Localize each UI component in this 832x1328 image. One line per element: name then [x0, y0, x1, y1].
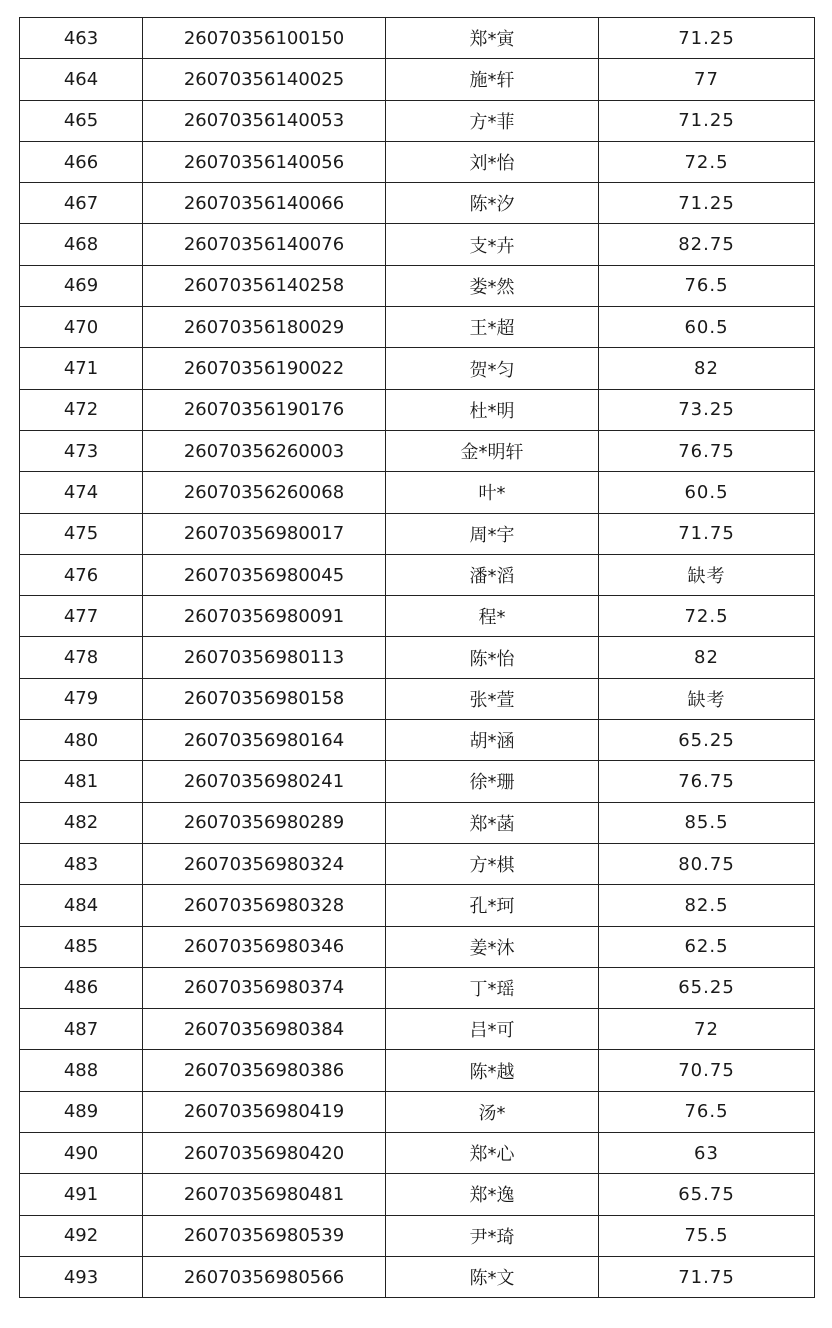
- exam-number-cell: 26070356980289: [143, 802, 386, 843]
- name-cell: 方*菲: [386, 100, 599, 141]
- score-cell: 82.75: [599, 224, 815, 265]
- score-cell: 72.5: [599, 141, 815, 182]
- score-cell: 65.25: [599, 720, 815, 761]
- name-cell: 陈*文: [386, 1256, 599, 1297]
- score-cell: 76.75: [599, 430, 815, 471]
- seq-cell: 465: [20, 100, 143, 141]
- exam-number-cell: 26070356140066: [143, 183, 386, 224]
- name-cell: 方*棋: [386, 843, 599, 884]
- exam-number-cell: 26070356980113: [143, 637, 386, 678]
- seq-cell: 469: [20, 265, 143, 306]
- exam-number-cell: 26070356980386: [143, 1050, 386, 1091]
- table-row: [20, 472, 815, 513]
- seq-cell: 475: [20, 513, 143, 554]
- score-cell: 71.25: [599, 100, 815, 141]
- exam-number-cell: 26070356140258: [143, 265, 386, 306]
- table-row: [20, 967, 815, 1008]
- score-cell: 71.25: [599, 183, 815, 224]
- seq-cell: 477: [20, 596, 143, 637]
- table-body: [20, 18, 815, 1298]
- seq-cell: 473: [20, 430, 143, 471]
- score-cell: 60.5: [599, 307, 815, 348]
- score-cell: 63: [599, 1133, 815, 1174]
- name-cell: 郑*菡: [386, 802, 599, 843]
- table-row: [20, 183, 815, 224]
- score-cell: 72: [599, 1009, 815, 1050]
- table-row: [20, 389, 815, 430]
- exam-number-cell: 26070356980374: [143, 967, 386, 1008]
- score-cell: 60.5: [599, 472, 815, 513]
- name-cell: 周*宇: [386, 513, 599, 554]
- name-cell: 陈*怡: [386, 637, 599, 678]
- score-cell: 71.25: [599, 18, 815, 59]
- score-cell: 缺考: [599, 678, 815, 719]
- name-cell: 施*轩: [386, 59, 599, 100]
- table-row: [20, 678, 815, 719]
- seq-cell: 481: [20, 761, 143, 802]
- score-cell: 71.75: [599, 513, 815, 554]
- name-cell: 徐*珊: [386, 761, 599, 802]
- score-cell: 82.5: [599, 885, 815, 926]
- table-row: [20, 885, 815, 926]
- seq-cell: 492: [20, 1215, 143, 1256]
- score-cell: 75.5: [599, 1215, 815, 1256]
- exam-number-cell: 26070356980566: [143, 1256, 386, 1297]
- name-cell: 尹*琦: [386, 1215, 599, 1256]
- score-cell: 76.75: [599, 761, 815, 802]
- table-row: [20, 554, 815, 595]
- name-cell: 陈*汐: [386, 183, 599, 224]
- seq-cell: 484: [20, 885, 143, 926]
- seq-cell: 464: [20, 59, 143, 100]
- table-row: [20, 843, 815, 884]
- table-row: [20, 596, 815, 637]
- seq-cell: 486: [20, 967, 143, 1008]
- exam-number-cell: 26070356180029: [143, 307, 386, 348]
- table-row: [20, 100, 815, 141]
- name-cell: 汤*: [386, 1091, 599, 1132]
- seq-cell: 474: [20, 472, 143, 513]
- score-cell: 72.5: [599, 596, 815, 637]
- seq-cell: 468: [20, 224, 143, 265]
- table-row: [20, 59, 815, 100]
- seq-cell: 487: [20, 1009, 143, 1050]
- name-cell: 郑*寅: [386, 18, 599, 59]
- seq-cell: 471: [20, 348, 143, 389]
- exam-number-cell: 26070356140076: [143, 224, 386, 265]
- exam-number-cell: 26070356140053: [143, 100, 386, 141]
- seq-cell: 479: [20, 678, 143, 719]
- score-cell: 82: [599, 348, 815, 389]
- score-cell: 缺考: [599, 554, 815, 595]
- score-cell: 70.75: [599, 1050, 815, 1091]
- table-row: [20, 926, 815, 967]
- name-cell: 郑*逸: [386, 1174, 599, 1215]
- name-cell: 吕*可: [386, 1009, 599, 1050]
- exam-number-cell: 26070356980158: [143, 678, 386, 719]
- exam-number-cell: 26070356980091: [143, 596, 386, 637]
- name-cell: 王*超: [386, 307, 599, 348]
- score-cell: 65.25: [599, 967, 815, 1008]
- score-cell: 82: [599, 637, 815, 678]
- exam-number-cell: 26070356140056: [143, 141, 386, 182]
- exam-number-cell: 26070356100150: [143, 18, 386, 59]
- exam-number-cell: 26070356980241: [143, 761, 386, 802]
- table-row: [20, 141, 815, 182]
- exam-number-cell: 26070356980346: [143, 926, 386, 967]
- seq-cell: 491: [20, 1174, 143, 1215]
- name-cell: 娄*然: [386, 265, 599, 306]
- seq-cell: 483: [20, 843, 143, 884]
- seq-cell: 470: [20, 307, 143, 348]
- seq-cell: 490: [20, 1133, 143, 1174]
- table-row: [20, 307, 815, 348]
- name-cell: 陈*越: [386, 1050, 599, 1091]
- exam-number-cell: 26070356140025: [143, 59, 386, 100]
- score-cell: 80.75: [599, 843, 815, 884]
- table-row: [20, 761, 815, 802]
- seq-cell: 482: [20, 802, 143, 843]
- score-cell: 77: [599, 59, 815, 100]
- table-row: [20, 430, 815, 471]
- score-cell: 73.25: [599, 389, 815, 430]
- exam-number-cell: 26070356980017: [143, 513, 386, 554]
- table-row: [20, 1050, 815, 1091]
- exam-number-cell: 26070356980328: [143, 885, 386, 926]
- exam-number-cell: 26070356190022: [143, 348, 386, 389]
- table-row: [20, 1174, 815, 1215]
- table-row: [20, 1091, 815, 1132]
- table-row: [20, 18, 815, 59]
- exam-number-cell: 26070356980419: [143, 1091, 386, 1132]
- name-cell: 胡*涵: [386, 720, 599, 761]
- seq-cell: 472: [20, 389, 143, 430]
- seq-cell: 488: [20, 1050, 143, 1091]
- table-row: [20, 513, 815, 554]
- table-row: [20, 224, 815, 265]
- seq-cell: 485: [20, 926, 143, 967]
- table-row: [20, 348, 815, 389]
- name-cell: 张*萱: [386, 678, 599, 719]
- score-table: [19, 17, 815, 1298]
- table-row: [20, 720, 815, 761]
- exam-number-cell: 26070356980384: [143, 1009, 386, 1050]
- name-cell: 支*卉: [386, 224, 599, 265]
- seq-cell: 463: [20, 18, 143, 59]
- seq-cell: 493: [20, 1256, 143, 1297]
- table-row: [20, 802, 815, 843]
- exam-number-cell: 26070356190176: [143, 389, 386, 430]
- exam-number-cell: 26070356980539: [143, 1215, 386, 1256]
- table-row: [20, 265, 815, 306]
- score-cell: 76.5: [599, 1091, 815, 1132]
- name-cell: 姜*沐: [386, 926, 599, 967]
- seq-cell: 476: [20, 554, 143, 595]
- score-cell: 76.5: [599, 265, 815, 306]
- seq-cell: 467: [20, 183, 143, 224]
- exam-number-cell: 26070356980324: [143, 843, 386, 884]
- name-cell: 程*: [386, 596, 599, 637]
- name-cell: 潘*滔: [386, 554, 599, 595]
- seq-cell: 480: [20, 720, 143, 761]
- score-cell: 85.5: [599, 802, 815, 843]
- table-row: [20, 1133, 815, 1174]
- seq-cell: 466: [20, 141, 143, 182]
- exam-number-cell: 26070356980420: [143, 1133, 386, 1174]
- name-cell: 丁*瑶: [386, 967, 599, 1008]
- name-cell: 刘*怡: [386, 141, 599, 182]
- seq-cell: 478: [20, 637, 143, 678]
- name-cell: 贺*匀: [386, 348, 599, 389]
- score-cell: 62.5: [599, 926, 815, 967]
- name-cell: 杜*明: [386, 389, 599, 430]
- score-cell: 65.75: [599, 1174, 815, 1215]
- seq-cell: 489: [20, 1091, 143, 1132]
- table-row: [20, 1215, 815, 1256]
- table-row: [20, 1256, 815, 1297]
- exam-number-cell: 26070356260068: [143, 472, 386, 513]
- table-row: [20, 637, 815, 678]
- name-cell: 叶*: [386, 472, 599, 513]
- name-cell: 金*明轩: [386, 430, 599, 471]
- exam-number-cell: 26070356980481: [143, 1174, 386, 1215]
- exam-number-cell: 26070356260003: [143, 430, 386, 471]
- exam-number-cell: 26070356980045: [143, 554, 386, 595]
- score-cell: 71.75: [599, 1256, 815, 1297]
- name-cell: 孔*珂: [386, 885, 599, 926]
- name-cell: 郑*心: [386, 1133, 599, 1174]
- exam-number-cell: 26070356980164: [143, 720, 386, 761]
- table-row: [20, 1009, 815, 1050]
